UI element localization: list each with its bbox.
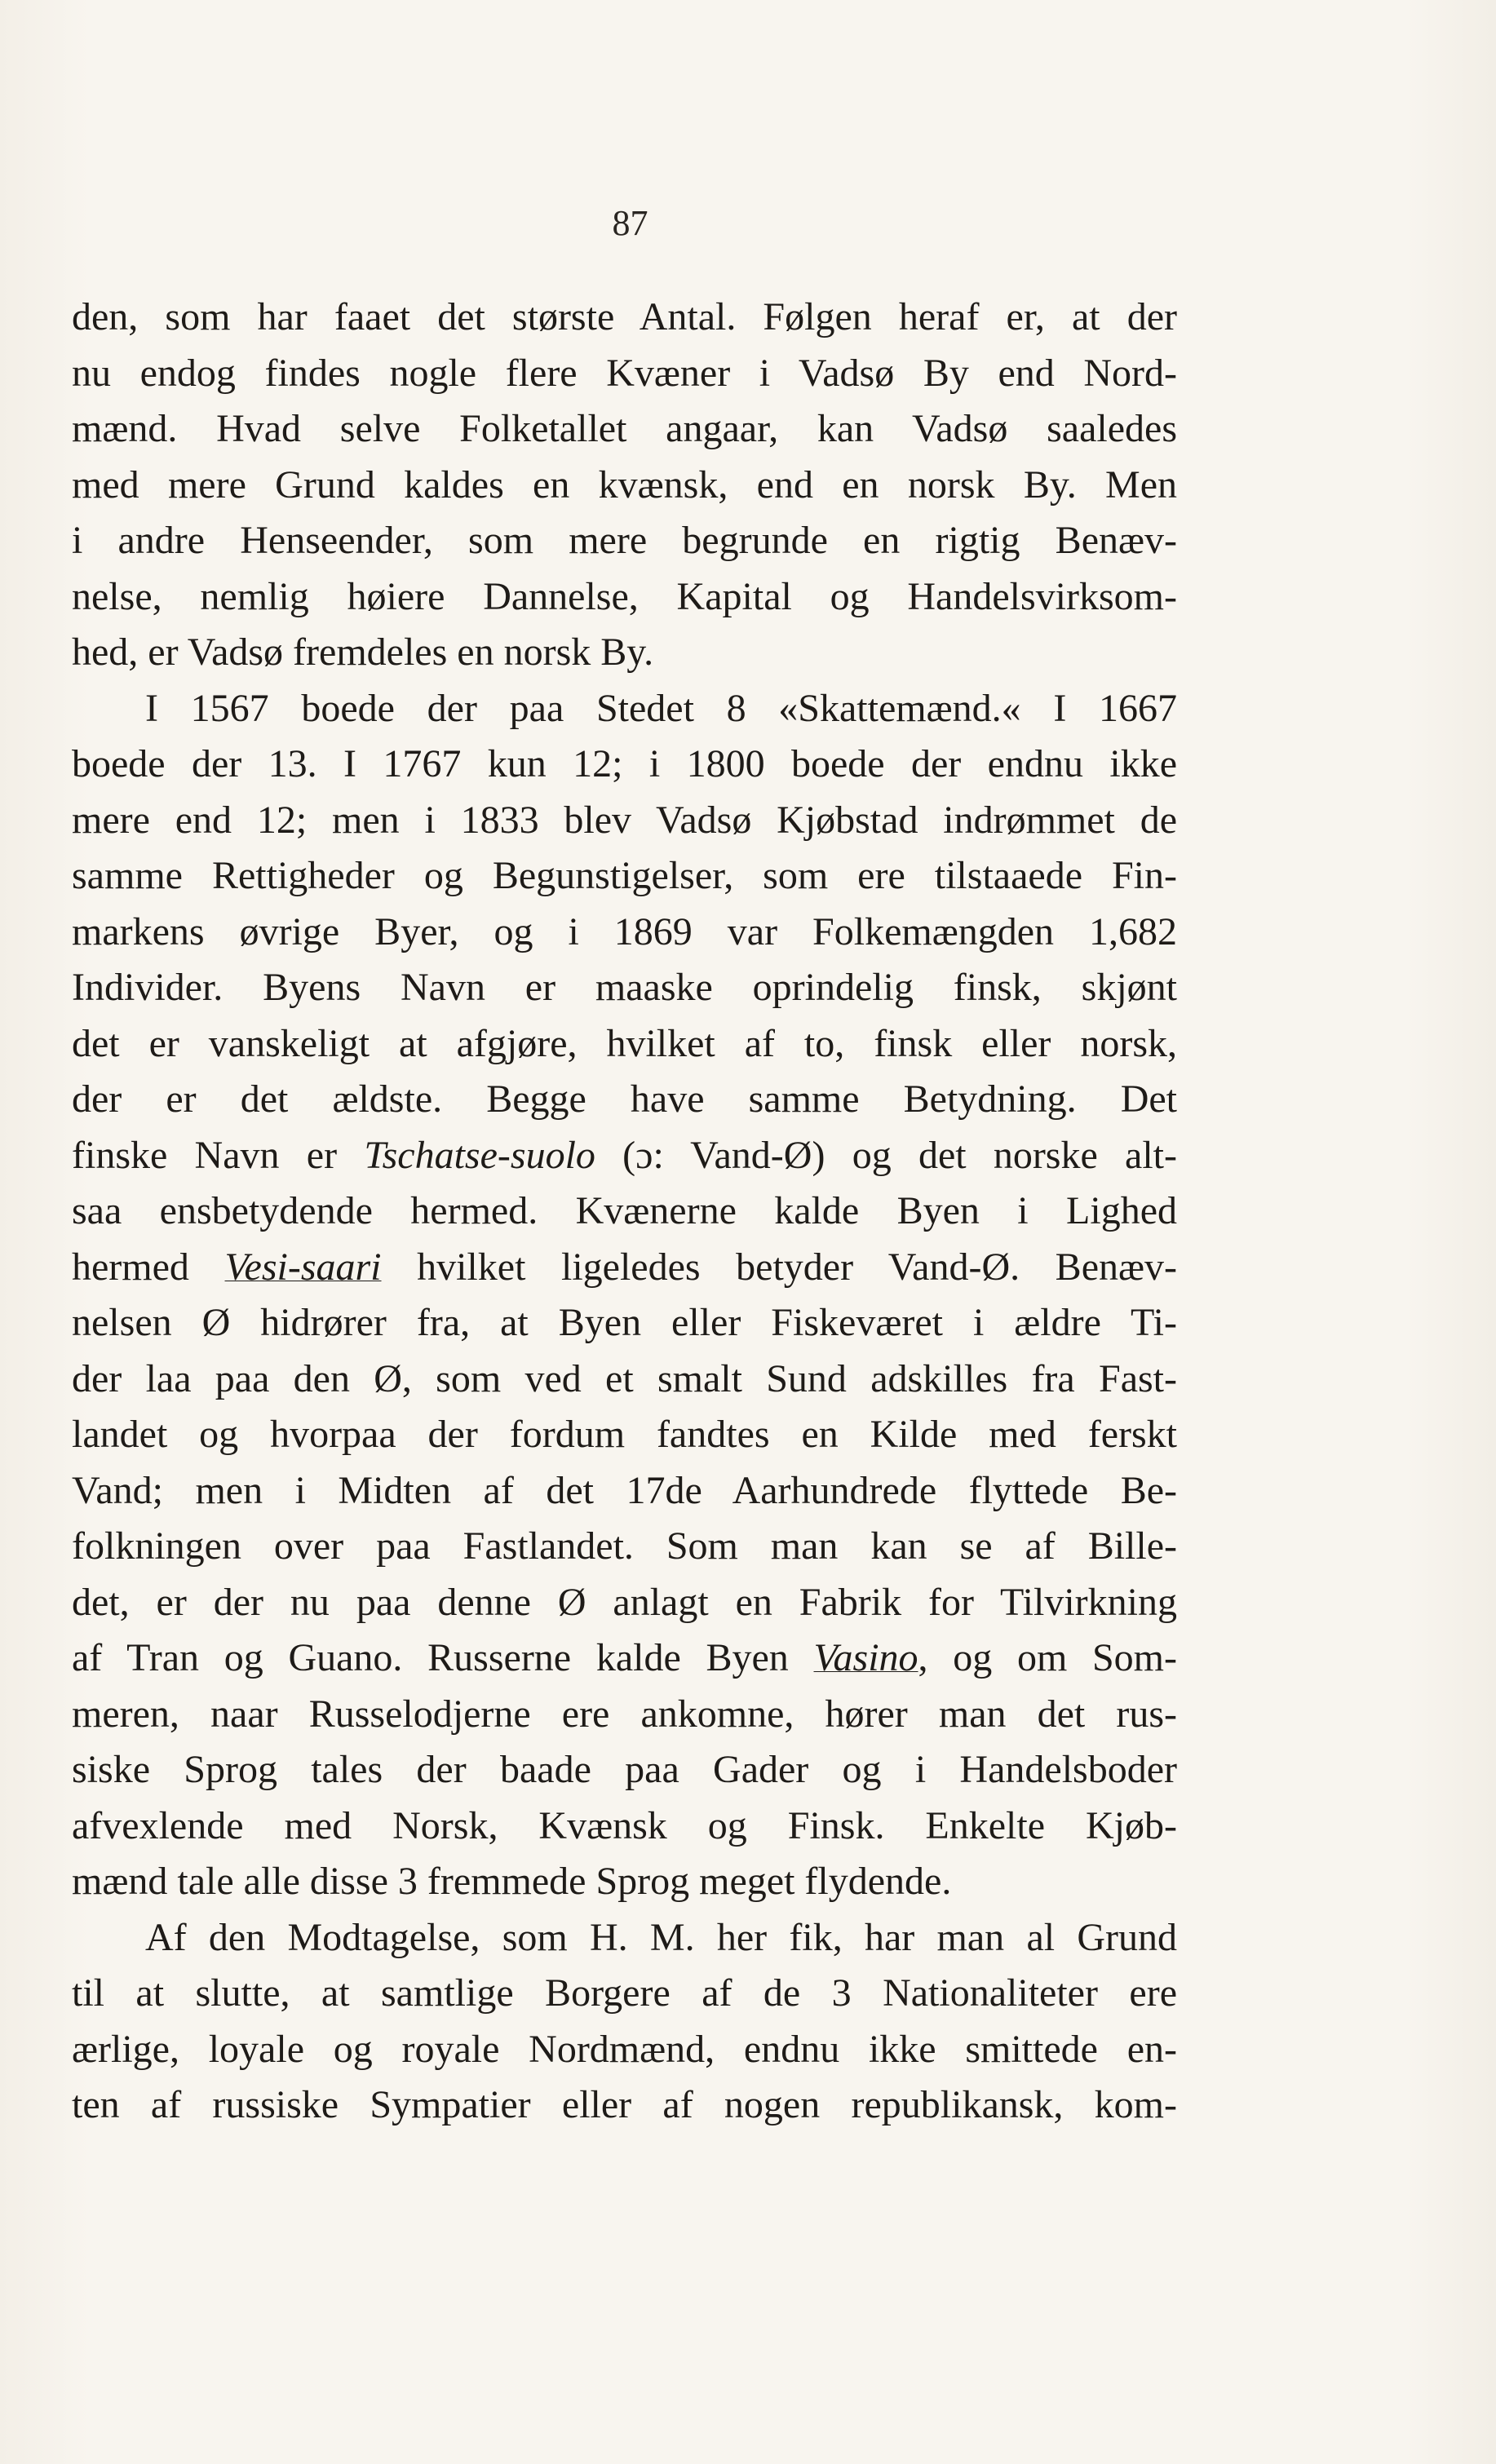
text-run: mænd tale alle disse 3 fremmede Sprog meget flydende. — [72, 1860, 952, 1903]
paragraph-end-line — [72, 1854, 1177, 1910]
text-line — [72, 960, 1177, 1016]
text-run: siske Sprog tales der baade paa Gader og i Handelsboder — [72, 1748, 1177, 1791]
text-run: saa ensbetydende hermed. Kvænerne kalde Byen i Lighed — [72, 1189, 1177, 1232]
italic-name: Tschatse-suolo — [364, 1133, 595, 1177]
text-run: (ɔ: Vand-Ø) og det norske alt- — [595, 1133, 1178, 1177]
text-run: I 1567 boede der paa Stedet 8 «Skattemænd.« I 1667 — [145, 686, 1177, 730]
text-line — [72, 793, 1177, 849]
text-line — [72, 905, 1177, 961]
text-line — [72, 1742, 1177, 1798]
text-run: landet og hvorpaa der fordum fandtes en Kilde med ferskt — [72, 1413, 1177, 1456]
text-line — [72, 1519, 1177, 1575]
text-line — [72, 346, 1177, 402]
paragraph-start-line — [72, 681, 1177, 737]
text-run: hermed — [72, 1245, 225, 1289]
text-run: nu endog findes nogle flere Kvæner i Vadsø By end Nord- — [72, 351, 1177, 395]
text-line — [72, 1407, 1177, 1463]
text-line — [72, 1463, 1177, 1520]
text-line — [72, 1295, 1177, 1351]
text-run: den, som har faaet det største Antal. Følgen heraf er, at der — [72, 295, 1177, 338]
text-run: meren, naar Russelodjerne ere ankomne, hører man det rus- — [72, 1692, 1177, 1736]
text-line — [72, 569, 1177, 626]
text-line — [72, 1687, 1177, 1743]
text-run: nelse, nemlig høiere Dannelse, Kapital og Handelsvirksom- — [72, 574, 1177, 618]
page-number: 87 — [612, 203, 648, 243]
italic-name: Vasino — [813, 1636, 918, 1679]
text-line — [72, 1072, 1177, 1128]
text-line — [72, 2077, 1177, 2134]
text-run: , og om Som- — [918, 1636, 1178, 1679]
text-run: samme Rettigheder og Begunstigelser, som ere tilstaaede Fin- — [72, 854, 1177, 897]
text-line — [72, 1630, 1177, 1687]
text-line — [72, 1575, 1177, 1631]
text-run: til at slutte, at samtlige Borgere af de 3 Nationaliteter ere — [72, 1971, 1177, 2015]
text-line — [72, 1966, 1177, 2022]
text-line — [72, 1240, 1177, 1296]
text-run: Af den Modtagelse, som H. M. her fik, har man al Grund — [145, 1915, 1177, 1959]
text-run: af Tran og Guano. Russerne kalde Byen — [72, 1636, 814, 1679]
text-run: det er vanskeligt at afgjøre, hvilket af to, finsk eller norsk, — [72, 1021, 1177, 1065]
text-line — [72, 1351, 1177, 1408]
paragraph-start-line — [72, 1910, 1177, 1966]
text-run: der er det ældste. Begge have samme Betydning. Det — [72, 1077, 1177, 1121]
text-line — [72, 1798, 1177, 1855]
text-run: hvilket ligeledes betyder Vand-Ø. Benæv- — [381, 1245, 1177, 1289]
text-run: i andre Henseender, som mere begrunde en rigtig Benæv- — [72, 519, 1177, 562]
text-line — [72, 1183, 1177, 1240]
text-run: nelsen Ø hidrører fra, at Byen eller Fiskeværet i ældre Ti- — [72, 1301, 1177, 1344]
text-line — [72, 1128, 1177, 1184]
text-run: der laa paa den Ø, som ved et smalt Sund adskilles fra Fast- — [72, 1356, 1177, 1400]
italic-name: Vesi-saari — [224, 1245, 382, 1289]
text-run: Individer. Byens Navn er maaske oprindelig finsk, skjønt — [72, 966, 1177, 1009]
text-run: finske Navn er — [72, 1133, 365, 1177]
text-run: ærlige, loyale og royale Nordmænd, endnu ikke smittede en- — [72, 2027, 1177, 2071]
text-run: mere end 12; men i 1833 blev Vadsø Kjøbstad indrømmet de — [72, 798, 1177, 842]
text-line — [72, 737, 1177, 793]
text-line — [72, 848, 1177, 905]
text-run: det, er der nu paa denne Ø anlagt en Fabrik for Tilvirkning — [72, 1580, 1177, 1624]
text-line — [72, 513, 1177, 569]
text-run: folkningen over paa Fastlandet. Som man kan se af Bille- — [72, 1524, 1177, 1568]
text-run: mænd. Hvad selve Folketallet angaar, kan Vadsø saaledes — [72, 407, 1177, 450]
text-run: Vand; men i Midten af det 17de Aarhundrede flyttede Be- — [72, 1468, 1177, 1512]
text-line — [72, 401, 1177, 458]
text-run: med mere Grund kaldes en kvænsk, end en norsk By. Men — [72, 462, 1177, 507]
text-run: hed, er Vadsø fremdeles en norsk By. — [72, 630, 654, 674]
text-line — [72, 1016, 1177, 1073]
text-run: ten af russiske Sympatier eller af nogen republikansk, kom- — [72, 2083, 1177, 2126]
text-line — [72, 2022, 1177, 2078]
paragraph-end-line — [72, 625, 1177, 681]
text-run: boede der 13. I 1767 kun 12; i 1800 boede der endnu ikke — [72, 742, 1177, 785]
body-text — [72, 290, 1177, 2134]
text-run: markens øvrige Byer, og i 1869 var Folkemængden 1,682 — [72, 909, 1177, 953]
text-line — [72, 290, 1177, 346]
text-line — [72, 458, 1177, 514]
text-run: afvexlende med Norsk, Kvænsk og Finsk. Enkelte Kjøb- — [72, 1803, 1177, 1847]
